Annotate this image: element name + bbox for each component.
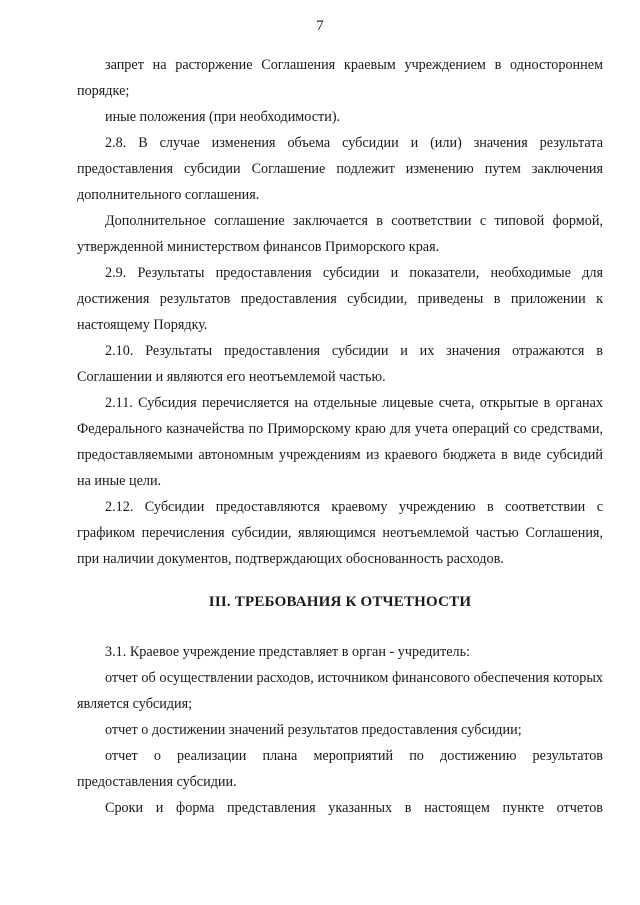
paragraph-3-1: 3.1. Краевое учреждение представляет в орган - учредитель: xyxy=(105,644,470,660)
paragraph-2-9: 2.9. Результаты предоставления субсидии и показатели, необходимые для достижения результатов предоставления субсидии, приведены в приложении к настоящему Порядку. xyxy=(77,265,603,333)
paragraph-results-report: отчет о достижении значений результатов предоставления субсидии; xyxy=(105,722,522,738)
paragraph-other-provisions: иные положения (при необходимости). xyxy=(105,109,341,125)
section-heading: III. ТРЕБОВАНИЯ К ОТЧЕТНОСТИ xyxy=(208,594,472,610)
document-body xyxy=(77,52,603,821)
page-number: 7 xyxy=(316,18,324,34)
paragraph-2-12: 2.12. Субсидии предоставляются краевому учреждению в соответствии с графиком перечисления субсидии, являющимся неотъемлемой частью Соглашения, при наличии документов, подтверждающих обоснованность расходов. xyxy=(77,499,603,567)
paragraph-additional-agreement: Дополнительное соглашение заключается в соответствии с типовой формой, утвержденной министерством финансов Приморского края. xyxy=(77,213,603,255)
paragraph-2-10: 2.10. Результаты предоставления субсидии и их значения отражаются в Соглашении и являются его неотъемлемой частью. xyxy=(77,343,603,385)
paragraph-2-11: 2.11. Субсидия перечисляется на отдельные лицевые счета, открытые в органах Федерального казначейства по Приморскому краю для учета операций со средствами, предоставляемыми автономным учреждениям из краевого бюджета в виде субсидий на иные цели. xyxy=(77,395,603,489)
paragraph-expense-report: отчет об осуществлении расходов, источником финансового обеспечения которых является субсидия; xyxy=(77,670,603,712)
paragraph-prohibition: запрет на расторжение Соглашения краевым учреждением в одностороннем порядке; xyxy=(77,57,603,99)
paragraph-plan-report: отчет о реализации плана мероприятий по достижению результатов предоставления субсидии. xyxy=(77,748,603,790)
paragraph-deadlines: Сроки и форма представления указанных в настоящем пункте отчетов xyxy=(105,800,603,816)
paragraph-2-8: 2.8. В случае изменения объема субсидии и (или) значения результата предоставления субсидии Соглашение подлежит изменению путем заключения дополнительного соглашения. xyxy=(77,135,603,203)
